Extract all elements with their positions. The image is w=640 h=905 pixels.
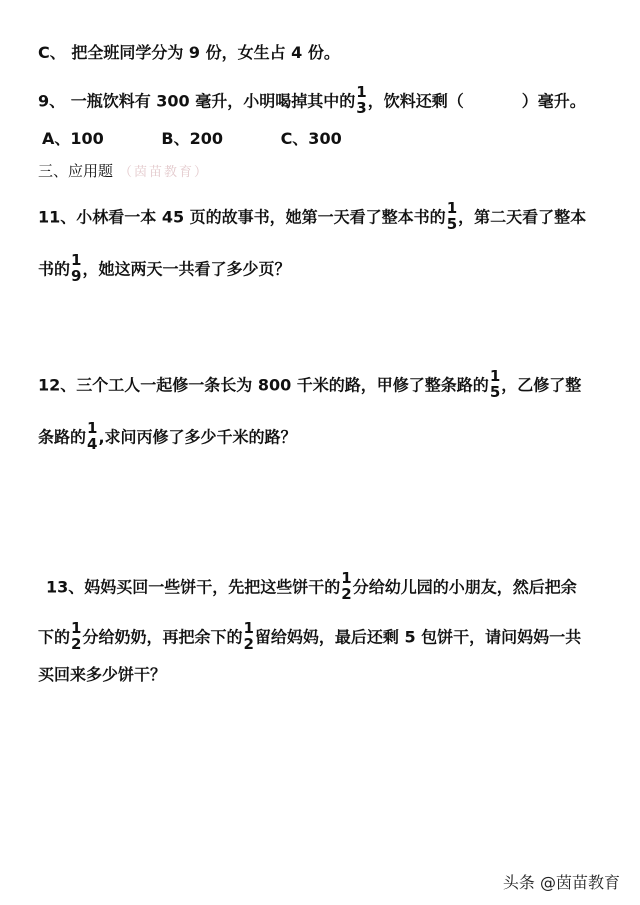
fraction: 1 3 (356, 83, 367, 117)
question-8-option-c: C、 把全班同学分为 9 份，女生占 4 份。 (38, 43, 340, 62)
question-9: 9、 一瓶饮料有 300 毫升，小明喝掉其中的 1 3 ，饮料还剩（ ）毫升。 (38, 83, 586, 117)
question-12-line-1: 12、三个工人一起修一条长为 800 千米的路，甲修了整条路的 1 5 ，乙修了整 (38, 367, 582, 401)
watermark-text: （茵苗教育） (119, 165, 210, 180)
fraction: 1 5 (446, 199, 458, 233)
fraction: 1 9 (71, 251, 82, 285)
question-12-line-2: 条路的 1 4 ,求问丙修了多少千米的路？ (38, 419, 297, 453)
question-13-line-3: 买回来多少饼干？ (38, 665, 167, 684)
fraction: 1 4 (87, 419, 98, 453)
question-13-line-2: 下的 1 2 分给奶奶，再把余下的 1 2 留给妈妈，最后还剩 5 包饼干，请问妈妈一共 (38, 619, 582, 653)
question-13-line-1: 13、妈妈买回一些饼干，先把这些饼干的 1 2 分给幼儿园的小朋友，然后把余 (46, 569, 577, 603)
footer-brand: 头条 @茵苗教育 (502, 873, 620, 892)
option-c: C、300 (280, 129, 342, 148)
section-heading: 三、应用题 （茵苗教育） (38, 162, 210, 180)
option-b: B、200 (161, 129, 223, 148)
fraction: 1 2 (71, 619, 82, 653)
option-a: A、100 (42, 129, 104, 148)
question-11-line-1: 11、小林看一本 45 页的故事书，她第一天看了整本书的 1 5 ，第二天看了整本 (38, 199, 587, 233)
question-9-options (42, 128, 394, 150)
fraction: 1 2 (243, 619, 254, 653)
question-11-line-2: 书的 1 9 ，她这两天一共看了多少页？ (38, 251, 291, 285)
fraction: 1 5 (489, 367, 501, 401)
fraction: 1 2 (341, 569, 352, 603)
